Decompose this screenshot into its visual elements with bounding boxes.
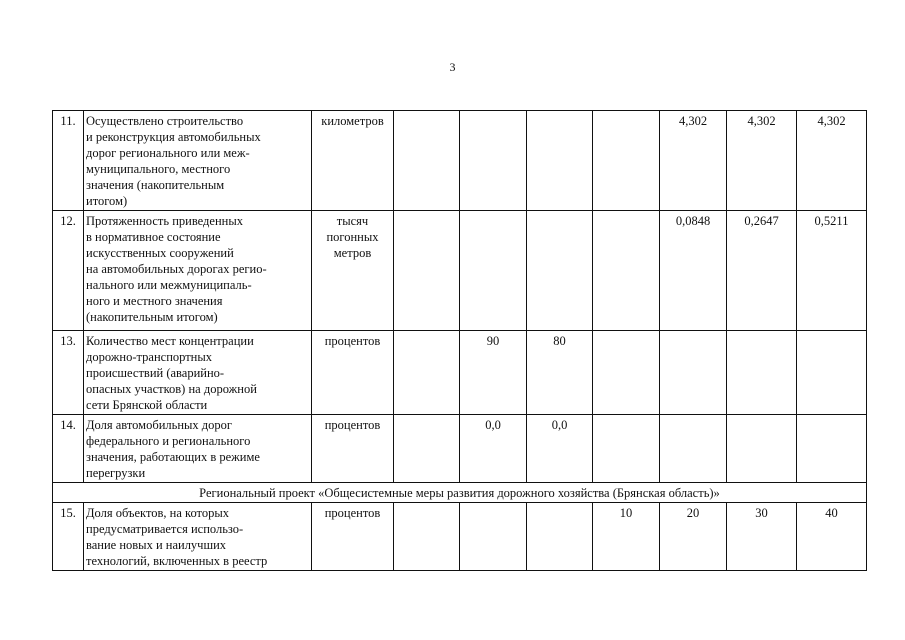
indicator-name-line: Доля объектов, на которых bbox=[86, 506, 229, 520]
indicator-name-line: в нормативное состояние bbox=[86, 230, 221, 244]
indicator-name bbox=[84, 415, 312, 483]
indicator-name-line: вание новых и наилучших bbox=[86, 538, 227, 552]
value-cell: 10 bbox=[593, 503, 660, 571]
indicator-name-line: муниципального, местного bbox=[86, 162, 231, 176]
indicator-name-line: происшествий (аварийно- bbox=[86, 366, 225, 380]
value-cell bbox=[727, 331, 797, 415]
unit-line: процентов bbox=[324, 334, 381, 348]
indicator-name-line: значения, работающих в режиме bbox=[86, 450, 260, 464]
unit-line: метров bbox=[333, 246, 372, 260]
indicator-name-line: Доля автомобильных дорог bbox=[86, 418, 233, 432]
unit-line: процентов bbox=[324, 418, 381, 432]
indicators-table bbox=[52, 110, 867, 571]
indicator-name-line: ного и местного значения bbox=[86, 294, 223, 308]
row-number: 12. bbox=[53, 211, 84, 331]
value-cell: 4,302 bbox=[727, 111, 797, 211]
table-row bbox=[53, 111, 867, 211]
value-cell bbox=[593, 111, 660, 211]
value-cell bbox=[660, 331, 727, 415]
value-cell bbox=[593, 415, 660, 483]
value-cell bbox=[527, 111, 593, 211]
indicator-name bbox=[84, 503, 312, 571]
unit-of-measure bbox=[312, 211, 394, 331]
unit-of-measure bbox=[312, 503, 394, 571]
indicator-name-line: перегрузки bbox=[86, 466, 146, 480]
indicator-name-line: (накопительным итогом) bbox=[86, 310, 218, 324]
value-cell bbox=[593, 331, 660, 415]
indicator-name bbox=[84, 211, 312, 331]
table-row bbox=[53, 503, 867, 571]
row-number: 13. bbox=[53, 331, 84, 415]
unit-line: километров bbox=[321, 114, 384, 128]
value-cell: 0,2647 bbox=[727, 211, 797, 331]
value-cell: 30 bbox=[727, 503, 797, 571]
value-cell bbox=[527, 211, 593, 331]
value-cell: 40 bbox=[797, 503, 867, 571]
unit-of-measure bbox=[312, 331, 394, 415]
indicator-name bbox=[84, 331, 312, 415]
value-cell bbox=[727, 415, 797, 483]
unit-of-measure bbox=[312, 111, 394, 211]
indicator-name-line: сети Брянской области bbox=[86, 398, 208, 412]
table-row bbox=[53, 415, 867, 483]
value-cell bbox=[460, 503, 527, 571]
indicator-name-line: Количество мест концентрации bbox=[86, 334, 254, 348]
value-cell bbox=[394, 331, 460, 415]
value-cell: 0,5211 bbox=[797, 211, 867, 331]
value-cell bbox=[797, 331, 867, 415]
indicator-name-line: искусственных сооружений bbox=[86, 246, 234, 260]
indicator-name-line: на автомобильных дорогах регио- bbox=[86, 262, 267, 276]
indicator-name-line: опасных участков) на дорожной bbox=[86, 382, 257, 396]
value-cell: 0,0 bbox=[460, 415, 527, 483]
unit-line: процентов bbox=[324, 506, 381, 520]
unit-line: погонных bbox=[326, 230, 379, 244]
indicator-name-line: федерального и регионального bbox=[86, 434, 251, 448]
table-row bbox=[53, 211, 867, 331]
value-cell bbox=[460, 211, 527, 331]
section-row bbox=[53, 483, 867, 503]
value-cell: 80 bbox=[527, 331, 593, 415]
value-cell bbox=[394, 503, 460, 571]
indicator-name-line: технологий, включенных в реестр bbox=[86, 554, 268, 568]
unit-line: тысяч bbox=[336, 214, 369, 228]
value-cell bbox=[797, 415, 867, 483]
value-cell: 0,0 bbox=[527, 415, 593, 483]
indicator-name-line: нального или межмуниципаль- bbox=[86, 278, 252, 292]
table-body bbox=[53, 111, 867, 571]
value-cell: 0,0848 bbox=[660, 211, 727, 331]
value-cell bbox=[394, 111, 460, 211]
table-row bbox=[53, 331, 867, 415]
indicator-name-line: Протяженность приведенных bbox=[86, 214, 243, 228]
indicator-name-line: предусматривается использо- bbox=[86, 522, 244, 536]
indicator-name-line: итогом) bbox=[86, 194, 128, 208]
value-cell: 90 bbox=[460, 331, 527, 415]
indicator-name bbox=[84, 111, 312, 211]
value-cell: 4,302 bbox=[660, 111, 727, 211]
indicator-name-line: значения (накопительным bbox=[86, 178, 225, 192]
value-cell bbox=[394, 211, 460, 331]
indicator-name-line: дорог регионального или меж- bbox=[86, 146, 250, 160]
section-title: Региональный проект «Общесистемные меры развития дорожного хозяйства (Брянская область)» bbox=[53, 483, 867, 503]
unit-of-measure bbox=[312, 415, 394, 483]
indicator-name-line: Осуществлено строительство bbox=[86, 114, 244, 128]
page-number: 3 bbox=[449, 60, 456, 74]
indicator-name-line: и реконструкция автомобильных bbox=[86, 130, 261, 144]
row-number: 15. bbox=[53, 503, 84, 571]
value-cell: 20 bbox=[660, 503, 727, 571]
value-cell bbox=[527, 503, 593, 571]
indicator-name-line: дорожно-транспортных bbox=[86, 350, 213, 364]
row-number: 14. bbox=[53, 415, 84, 483]
row-number: 11. bbox=[53, 111, 84, 211]
value-cell bbox=[394, 415, 460, 483]
value-cell bbox=[460, 111, 527, 211]
value-cell bbox=[593, 211, 660, 331]
value-cell bbox=[660, 415, 727, 483]
value-cell: 4,302 bbox=[797, 111, 867, 211]
